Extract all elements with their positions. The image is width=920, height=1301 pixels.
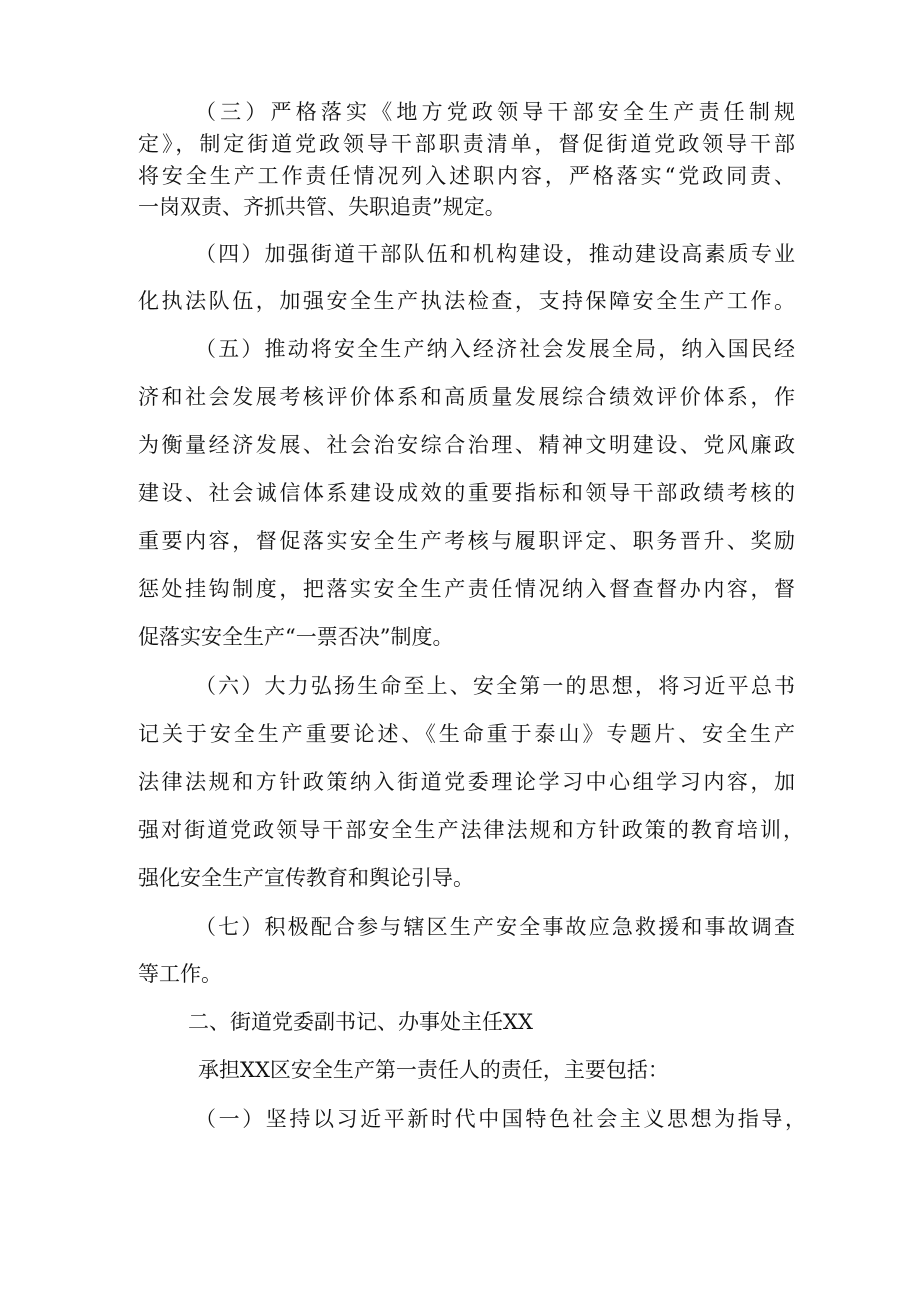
paragraph-line: 建设、社会诚信体系建设成效的重要指标和领导干部政绩考核的 (138, 481, 795, 505)
paragraph-line: 强化安全生产宣传教育和舆论引导。 (138, 866, 474, 890)
paragraph-line: 将安全生产工作责任情况列入述职内容，严格落实“党政同责、 (138, 164, 795, 188)
paragraph-line: 定》，制定街道党政领导干部职责清单，督促街道党政领导干部 (138, 132, 795, 156)
paragraph-line: 法律法规和方针政策纳入街道党委理论学习中心组学习内容，加 (138, 770, 795, 794)
paragraph-line: （六）大力弘扬生命至上、安全第一的思想，将习近平总书 (195, 674, 795, 698)
paragraph-line: （七）积极配合参与辖区生产安全事故应急救援和事故调查 (195, 915, 795, 939)
paragraph-line: 一岗双责、齐抓共管、失职追责”规定。 (138, 195, 506, 219)
paragraph-line: （一）坚持以习近平新时代中国特色社会主义思想为指导， (195, 1107, 806, 1131)
paragraph-line: （四）加强街道干部队伍和机构建设，推动建设高素质专业 (195, 242, 795, 266)
paragraph-line: 记关于安全生产重要论述、《生命重于泰山》专题片、安全生产 (138, 722, 795, 746)
paragraph-line: 促落实安全生产“一票否决”制度。 (138, 625, 454, 649)
section-heading-text: 二、街道党委副书记、办事处主任XX (188, 1010, 533, 1034)
paragraph-line: （五）推动将安全生产纳入经济社会发展全局，纳入国民经 (195, 337, 795, 361)
paragraph-line: 强对街道党政领导干部安全生产法律法规和方针政策的教育培训， (138, 818, 804, 842)
paragraph-line: 重要内容，督促落实安全生产考核与履职评定、职务晋升、奖励 (138, 529, 795, 553)
paragraph-line: 等工作。 (138, 962, 222, 986)
paragraph-line: 惩处挂钩制度，把落实安全生产责任情况纳入督查督办内容，督 (138, 577, 795, 601)
paragraph-line: 为衡量经济发展、社会治安综合治理、精神文明建设、党风廉政 (138, 433, 795, 457)
paragraph-line: （三）严格落实《地方党政领导干部安全生产责任制规 (195, 100, 795, 124)
paragraph-line: 化执法队伍，加强安全生产执法检查，支持保障安全生产工作。 (138, 289, 795, 313)
paragraph-line: 济和社会发展考核评价体系和高质量发展综合绩效评价体系，作 (138, 385, 795, 409)
section-intro-text: 承担XX区安全生产第一责任人的责任，主要包括： (198, 1058, 669, 1082)
